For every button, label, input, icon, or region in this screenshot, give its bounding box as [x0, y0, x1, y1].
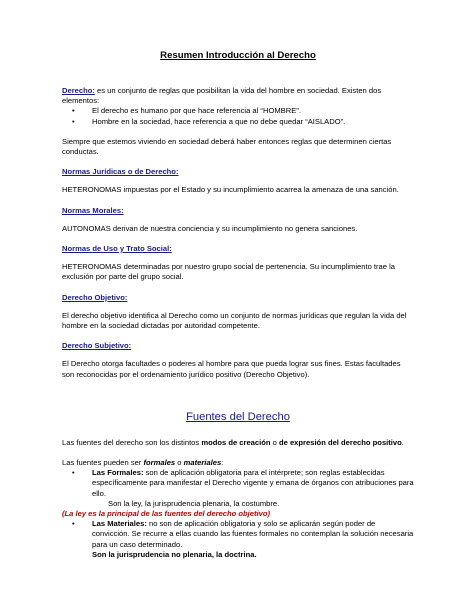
section-heading: Derecho Subjetivo:: [62, 341, 132, 351]
section-heading: Normas Morales:: [62, 205, 124, 215]
fuentes-formales-list: [62, 468, 414, 499]
materiales-term: Las Materiales:: [92, 519, 147, 529]
list-item: [62, 468, 414, 499]
document-title: Resumen Introducción al Derecho: [160, 50, 316, 61]
formales-text: son de aplicación obligatoria para el intérprete; son reglas establecidas específicamente para manifestar el Derecho vigente y emana de órganos con atribuciones para ello.: [92, 468, 414, 498]
fuentes-intro: Las fuentes del derecho son los distintos modos de creación o de expresión del derecho positivo.: [62, 437, 404, 447]
ley-note: (La ley es la principal de las fuentes del derecho objetivo): [62, 509, 271, 519]
bullet-icon: •: [72, 519, 75, 529]
bullet-icon: •: [72, 106, 75, 116]
bullet-icon: •: [72, 468, 75, 478]
list-item: [62, 519, 414, 550]
bullet-icon: •: [72, 116, 75, 126]
fuentes-materiales-list: [62, 519, 414, 550]
derecho-paragraph: [62, 86, 414, 106]
section-heading: Normas de Uso y Trato Social:: [62, 244, 172, 254]
section-heading: Derecho Objetivo:: [62, 292, 128, 302]
formales-term: Las Formales:: [92, 468, 144, 478]
derecho-bullet-list: [62, 106, 414, 126]
derecho-note: Siempre que estemos viviendo en sociedad deberá haber entonces reglas que determinen ciertas conductas.: [62, 136, 392, 157]
section-text: HETERONOMAS impuestas por el Estado y su incumplimiento acarrea la amenaza de una sanción.: [62, 185, 399, 195]
materiales-text: no son de aplicación obligatoria y solo se aplicarán según poder de convicción. Se recurre a ellas cuando las fuentes formales no contemplan la solución necesaria para un caso determinado.: [92, 519, 414, 549]
fuentes-types: Las fuentes pueden ser formales o materiales:: [62, 458, 224, 468]
list-item: • El derecho es humano por que hace referencia al “HOMBRE”.: [72, 106, 301, 116]
derecho-definition: es un conjunto de reglas que posibilitan la vida del hombre en sociedad. Existen dos elementos:: [62, 86, 382, 106]
section-text: HETERONOMAS determinadas por nuestro grupo social de pertenencia. Su incumplimiento trae la exclusión por parte del grupo social.: [62, 262, 396, 282]
formales-note: Son la ley, la jurisprudencia plenaria, la costumbre.: [108, 498, 280, 508]
document-body: [62, 50, 414, 560]
fuentes-title: Fuentes del Derecho: [186, 410, 290, 423]
section-text: AUTONOMAS derivan de nuestra conciencia y su incumplimiento no genera sanciones.: [62, 223, 358, 233]
list-item: • Hombre en la sociedad, hace referencia a que no debe quedar “AISLADO”.: [72, 116, 346, 126]
section-heading: Normas Jurídicas o de Derecho:: [62, 167, 179, 177]
derecho-term: Derecho:: [62, 86, 95, 95]
materiales-note: Son la jurisprudencia no plenaria, la doctrina.: [92, 549, 257, 559]
section-text: El Derecho otorga facultades o poderes al hombre para que pueda lograr sus fines. Estas facultades son reconocidas por el ordenamiento jurídico positivo (Derecho Objetivo).: [62, 359, 401, 379]
section-text: El derecho objetivo identifica al Derecho como un conjunto de normas jurídicas que regulan la vida del hombre en la sociedad dictadas por autoridad competente.: [62, 310, 407, 331]
